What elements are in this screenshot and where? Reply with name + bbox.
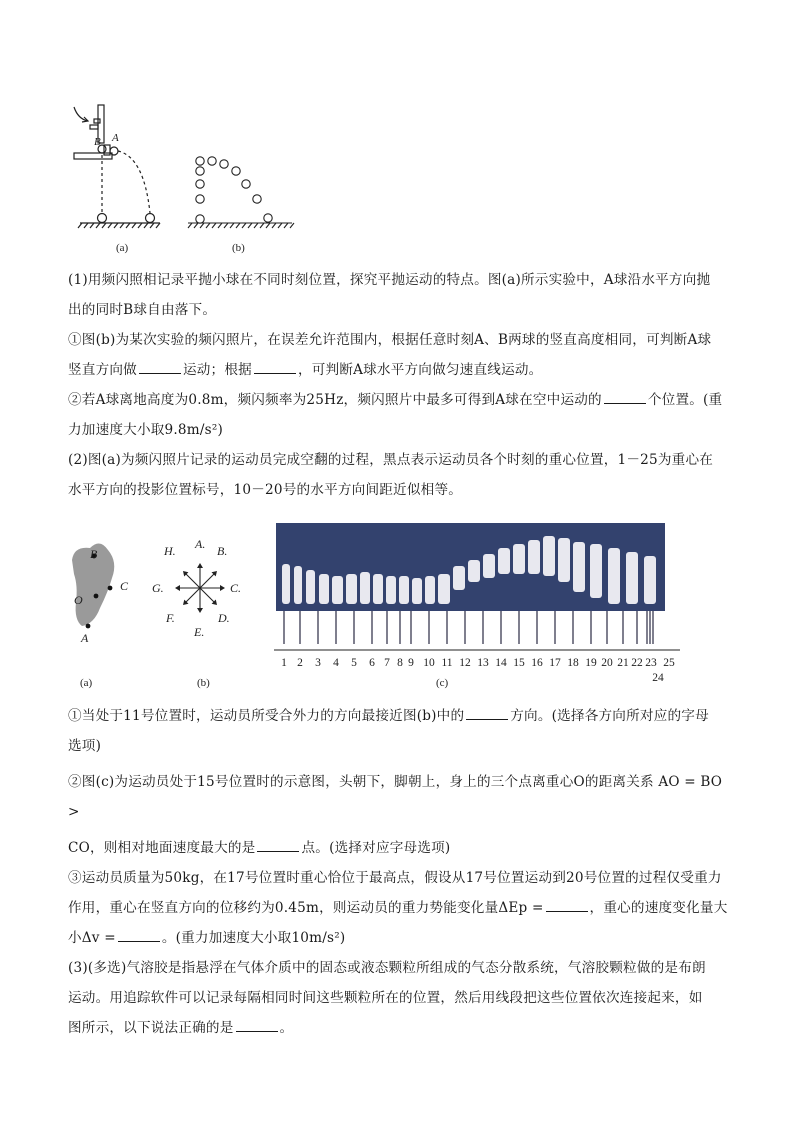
caption-a: (a) — [116, 242, 129, 254]
answer-blank-3[interactable] — [604, 389, 646, 404]
p3-line2: 力加速度大小取9.8m/s²) — [68, 422, 223, 438]
tick-label: 2 — [297, 657, 303, 669]
tick-label: 16 — [531, 657, 543, 669]
tick-label: 22 — [631, 657, 643, 669]
tick-label: 4 — [333, 657, 339, 669]
tick-label: 3 — [315, 657, 321, 669]
answer-blank-6[interactable] — [546, 897, 588, 912]
answer-blank-8[interactable] — [236, 1017, 278, 1032]
compass-f: F. — [166, 611, 175, 625]
point-a — [86, 624, 91, 629]
p2-line1: ①图(b)为某次实验的频闪照片，在误差允许范围内，根据任意时刻A、B两球的竖直高度相同，可判断A球 — [68, 332, 712, 348]
label-point-o: O — [74, 593, 83, 607]
tick-label: 8 — [397, 657, 403, 669]
p1-line1: (1)用频闪照相记录平抛小球在不同时刻位置，探究平抛运动的特点。图(a)所示实验中，A球沿水平方向抛 — [68, 272, 711, 288]
compass-a: A. — [195, 537, 206, 551]
tick-label: 1 — [281, 657, 287, 669]
q2-line2: CO，则相对地面速度最大的是 点。(选择对应字母选项) — [68, 833, 728, 863]
q4-line1: (3)(多选)气溶胶是指悬浮在气体介质中的固态或液态颗粒所组成的气态分散系统，气溶胶颗粒做的是布朗 — [68, 960, 706, 976]
q4-line2: 运动。用追踪软件可以记录每隔相同时间这些颗粒所在的位置，然后用线段把这些位置依次连接起来，如 — [68, 990, 703, 1006]
tick-label: 20 — [601, 657, 613, 669]
point-c — [108, 586, 113, 591]
tick-label: 5 — [351, 657, 357, 669]
tick-label: 14 — [495, 657, 507, 669]
question-2-text — [68, 701, 728, 1043]
tick-label: 12 — [459, 657, 471, 669]
tick-label: 19 — [585, 657, 597, 669]
tick-label: 11 — [441, 657, 453, 669]
tick-label: 13 — [477, 657, 489, 669]
tick-label: 10 — [423, 657, 435, 669]
q3-line2: 作用，重心在竖直方向的位移约为0.45m，则运动员的重力势能变化量ΔEp = ，重心的速度变化量大 — [68, 893, 728, 923]
answer-blank-1[interactable] — [139, 359, 181, 374]
compass-g: G. — [152, 581, 164, 595]
p1-line2: 出的同时B球自由落下。 — [68, 302, 217, 318]
tick-label: 21 — [617, 657, 629, 669]
answer-blank-5[interactable] — [257, 837, 299, 852]
answer-blank-2[interactable] — [254, 359, 296, 374]
strobe-photo-b — [188, 157, 294, 228]
tick-label: 25 — [663, 657, 675, 669]
caption-b: (b) — [232, 242, 245, 254]
p3-line1: ②若A球离地高度为0.8m，频闪频率为25Hz，频闪照片中最多可得到A球在空中运动的 个位置。(重 — [68, 385, 728, 415]
position-numbers — [281, 657, 675, 684]
tick-label-24: 24 — [652, 672, 664, 684]
tick-label: 9 — [408, 657, 414, 669]
q1-line1: ①当处于11号位置时，运动员所受合外力的方向最接近图(b)中的 方向。(选择各方向所对应的字母 — [68, 701, 728, 731]
tick-label: 18 — [567, 657, 579, 669]
label-point-a: A — [81, 631, 89, 645]
label-a-ball: A — [112, 132, 119, 144]
compass-h: H. — [164, 544, 176, 558]
label-point-b: B — [90, 547, 98, 561]
answer-blank-7[interactable] — [118, 927, 160, 942]
question-1-text — [68, 265, 728, 505]
p4-line2: 水平方向的投影位置标号，10－20号的水平方向间距近似相等。 — [68, 482, 463, 498]
point-o — [94, 594, 99, 599]
apparatus-a — [74, 105, 160, 228]
compass-c: C. — [230, 581, 242, 595]
q1-line2: 选项) — [68, 738, 102, 754]
tick-label: 23 — [645, 657, 657, 669]
position-markers — [284, 611, 653, 644]
tick-label: 6 — [369, 657, 375, 669]
caption-mid-c: (c) — [436, 677, 449, 689]
q3-line1: ③运动员质量为50kg，在17号位置时重心恰位于最高点，假设从17号位置运动到20号位置的过程仅受重力 — [68, 870, 722, 886]
q4-line3: 图所示，以下说法正确的是 。 — [68, 1013, 728, 1043]
p4-line1: (2)图(a)为频闪照片记录的运动员完成空翻的过程，黑点表示运动员各个时刻的重心位置，1－25为重心在 — [68, 452, 714, 468]
answer-blank-4[interactable] — [466, 705, 508, 720]
q2-line1: ②图(c)为运动员处于15号位置时的示意图，头朝下，脚朝上，身上的三个点离重心O的距离关系 AO = BO > — [68, 774, 723, 820]
caption-mid-a: (a) — [80, 677, 93, 689]
projectile-figure — [60, 95, 320, 260]
tick-label: 7 — [384, 657, 390, 669]
compass-e: E. — [194, 625, 205, 639]
somersault-figure — [60, 518, 680, 690]
tick-label: 15 — [513, 657, 525, 669]
caption-mid-b: (b) — [197, 677, 210, 689]
q3-line3: 小Δv = 。(重力加速度大小取10m/s²) — [68, 923, 728, 953]
label-b-ball: B — [94, 136, 101, 148]
compass-b: B. — [217, 544, 228, 558]
label-point-c: C — [120, 579, 129, 593]
compass-d: D. — [218, 611, 230, 625]
tick-label: 17 — [549, 657, 561, 669]
p2-line2: 竖直方向做 运动；根据 ，可判断A球水平方向做匀速直线运动。 — [68, 355, 728, 385]
